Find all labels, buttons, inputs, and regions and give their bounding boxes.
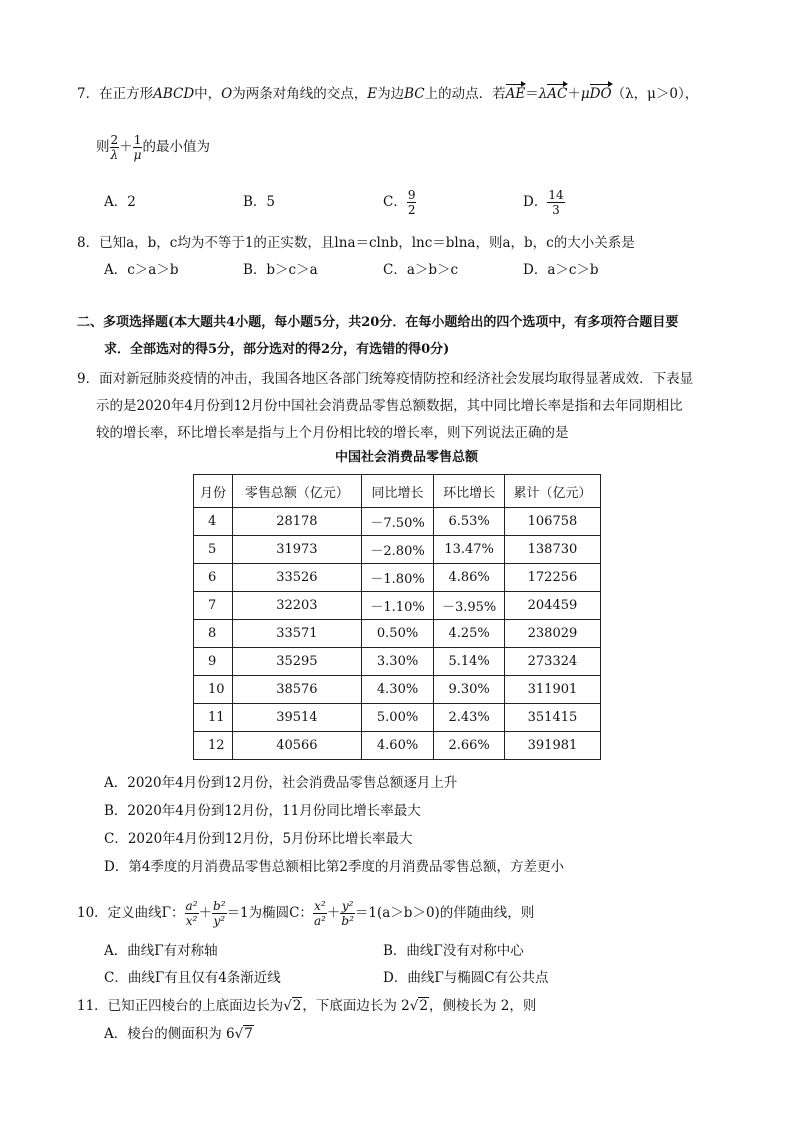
- q8-option-d[interactable]: D．a＞c＞b: [523, 262, 599, 278]
- fraction-x2-a2: $\frac{\text{x²}}{\text{a²}}$: [313, 899, 326, 928]
- table-cell: 2.43%: [434, 704, 505, 732]
- table-cell: 38576: [232, 676, 361, 704]
- table-cell: 4.86%: [434, 564, 505, 592]
- table-cell: 40566: [232, 732, 361, 760]
- header-total: 零售总额（亿元）: [232, 475, 361, 508]
- section2-heading-line2: 求．全部选对的得5分，部分选对的得2分，有选错的得0分): [104, 342, 450, 357]
- table-cell: 204459: [504, 592, 600, 620]
- q9-option-a[interactable]: A．2020年4月份到12月份，社会消费品零售总额逐月上升: [104, 775, 458, 791]
- q10-option-a[interactable]: A．曲线Γ有对称轴: [104, 943, 218, 959]
- table-cell: 5.14%: [434, 648, 505, 676]
- table-row: [194, 508, 601, 536]
- vector-ae: AE: [505, 86, 526, 102]
- table-cell: 28178: [232, 508, 361, 536]
- q10-option-c[interactable]: C．曲线Γ有且仅有4条渐近线: [104, 970, 281, 986]
- sqrt-2-b: √2: [409, 998, 428, 1014]
- table-cell: 106758: [504, 508, 600, 536]
- table-cell: 6.53%: [434, 508, 505, 536]
- q7-option-d[interactable]: D． $\frac{14}{3}$: [523, 188, 564, 217]
- sqrt-7: √7: [234, 1026, 253, 1042]
- q8-option-b[interactable]: B．b＞c＞a: [243, 262, 318, 278]
- table-cell: 4.30%: [361, 676, 433, 704]
- q9-stem-line3: 较的增长率，环比增长率是指与上个月份相比较的增长率，则下列说法正确的是: [96, 425, 569, 441]
- header-cumulative: 累计（亿元）: [504, 475, 600, 508]
- q10-option-b[interactable]: B．曲线Γ没有对称中心: [383, 943, 524, 959]
- fraction-y2-b2: $\frac{\text{y²}}{\text{b²}}$: [341, 899, 354, 928]
- q9-option-c[interactable]: C．2020年4月份到12月份，5月份环比增长率最大: [104, 831, 413, 847]
- q9-option-d[interactable]: D．第4季度的月消费品零售总额相比第2季度的月消费品零售总额，方差更小: [104, 859, 565, 875]
- table-cell: 6: [194, 564, 233, 592]
- header-yoy: 同比增长: [361, 475, 433, 508]
- table-cell: 172256: [504, 564, 600, 592]
- q8-option-a[interactable]: A．c＞a＞b: [104, 262, 179, 278]
- table-cell: －2.80%: [361, 536, 433, 564]
- table-cell: －1.10%: [361, 592, 433, 620]
- table-row: [194, 732, 601, 760]
- table-cell: 33571: [232, 620, 361, 648]
- q9-stem-line1: 9．面对新冠肺炎疫情的冲击，我国各地区各部门统筹疫情防控和经济社会发展均取得显著成效．下表显: [77, 371, 694, 387]
- table-row: [194, 592, 601, 620]
- table-cell: 4.60%: [361, 732, 433, 760]
- section2-heading-line1: 二、多项选择题(本大题共4小题，每小题5分，共20分．在每小题给出的四个选项中，有多项符合题目要: [77, 315, 679, 330]
- fraction-1-over-mu: $\frac{1}{\mu}$: [133, 133, 142, 162]
- table-cell: －7.50%: [361, 508, 433, 536]
- table-cell: 11: [194, 704, 233, 732]
- q7-line2: 则 $\frac{2}{\lambda}$ ＋ $\frac{1}{\mu}$ 的最小值为: [96, 133, 210, 162]
- table-cell: 9: [194, 648, 233, 676]
- q7-stem: 7．在正方形ABCD中，O为两条对角线的交点，E为边BC上的动点．若AE＝λAC＋μDO（λ，μ＞0），: [77, 86, 699, 102]
- table-cell: 39514: [232, 704, 361, 732]
- q8-stem: 8．已知a，b，c均为不等于1的正实数，且lna＝clnb，lnc＝blna，则a，b，c的大小关系是: [77, 235, 635, 251]
- q11-stem: 11．已知正四棱台的上底面边长为√2，下底面边长为 2√2，侧棱长为 2，则: [77, 998, 537, 1014]
- table-cell: 0.50%: [361, 620, 433, 648]
- table-cell: 3.30%: [361, 648, 433, 676]
- table-cell: 8: [194, 620, 233, 648]
- retail-sales-table: [193, 474, 601, 760]
- q7-option-a[interactable]: A．2: [104, 194, 136, 210]
- table-cell: 32203: [232, 592, 361, 620]
- table-cell: 7: [194, 592, 233, 620]
- table-cell: 4.25%: [434, 620, 505, 648]
- fraction-b2-y2: $\frac{\text{b²}}{\text{y²}}$: [213, 899, 226, 928]
- table-cell: 5: [194, 536, 233, 564]
- table-row: [194, 536, 601, 564]
- q10-option-d[interactable]: D．曲线Γ与椭圆C有公共点: [383, 970, 549, 986]
- vector-ac: AC: [547, 86, 568, 102]
- q11-option-a[interactable]: A．棱台的侧面积为 6√7: [104, 1026, 253, 1042]
- fraction-2-over-lambda: $\frac{2}{\lambda}$: [110, 133, 119, 162]
- table-cell: －1.80%: [361, 564, 433, 592]
- fraction-a2-x2: $\frac{\text{a²}}{\text{x²}}$: [185, 899, 198, 928]
- table-cell: 12: [194, 732, 233, 760]
- header-month: 月份: [194, 475, 233, 508]
- table-cell: 5.00%: [361, 704, 433, 732]
- q7-option-b[interactable]: B．5: [243, 194, 276, 210]
- table-title: 中国社会消费品零售总额: [335, 450, 479, 465]
- table-cell: －3.95%: [434, 592, 505, 620]
- table-row: [194, 620, 601, 648]
- table-cell: 138730: [504, 536, 600, 564]
- table-row: [194, 648, 601, 676]
- table-row: [194, 704, 601, 732]
- table-cell: 35295: [232, 648, 361, 676]
- table-cell: 4: [194, 508, 233, 536]
- table-cell: 13.47%: [434, 536, 505, 564]
- table-cell: 311901: [504, 676, 600, 704]
- header-mom: 环比增长: [434, 475, 505, 508]
- q10-stem: 10．定义曲线Γ： $\frac{\text{a²}}{\text{x²}}$ ＋ $\frac{\text{b²}}{\text{y²}}$ ＝1为椭圆C： $\frac{\text{x²}}{\text{a²}}$ ＋ $\frac{\text{y²}}{\text{b²}}$ ＝1(a＞b＞0)的伴随曲线，则: [77, 899, 535, 928]
- table-header-row: [194, 475, 601, 508]
- table-cell: 351415: [504, 704, 600, 732]
- vector-do: DO: [589, 86, 612, 102]
- table-cell: 391981: [504, 732, 600, 760]
- table-row: [194, 564, 601, 592]
- table-row: [194, 676, 601, 704]
- table-cell: 238029: [504, 620, 600, 648]
- table-cell: 31973: [232, 536, 361, 564]
- table-cell: 273324: [504, 648, 600, 676]
- q9-option-b[interactable]: B．2020年4月份到12月份，11月份同比增长率最大: [104, 803, 421, 819]
- sqrt-2: √2: [283, 998, 302, 1014]
- q9-stem-line2: 示的是2020年4月份到12月份中国社会消费品零售总额数据，其中同比增长率是指和去年同期相比: [96, 398, 683, 414]
- table-cell: 2.66%: [434, 732, 505, 760]
- q7-option-c[interactable]: C． $\frac{9}{2}$: [383, 188, 416, 217]
- q8-option-c[interactable]: C．a＞b＞c: [383, 262, 459, 278]
- table-cell: 33526: [232, 564, 361, 592]
- table-cell: 9.30%: [434, 676, 505, 704]
- table-cell: 10: [194, 676, 233, 704]
